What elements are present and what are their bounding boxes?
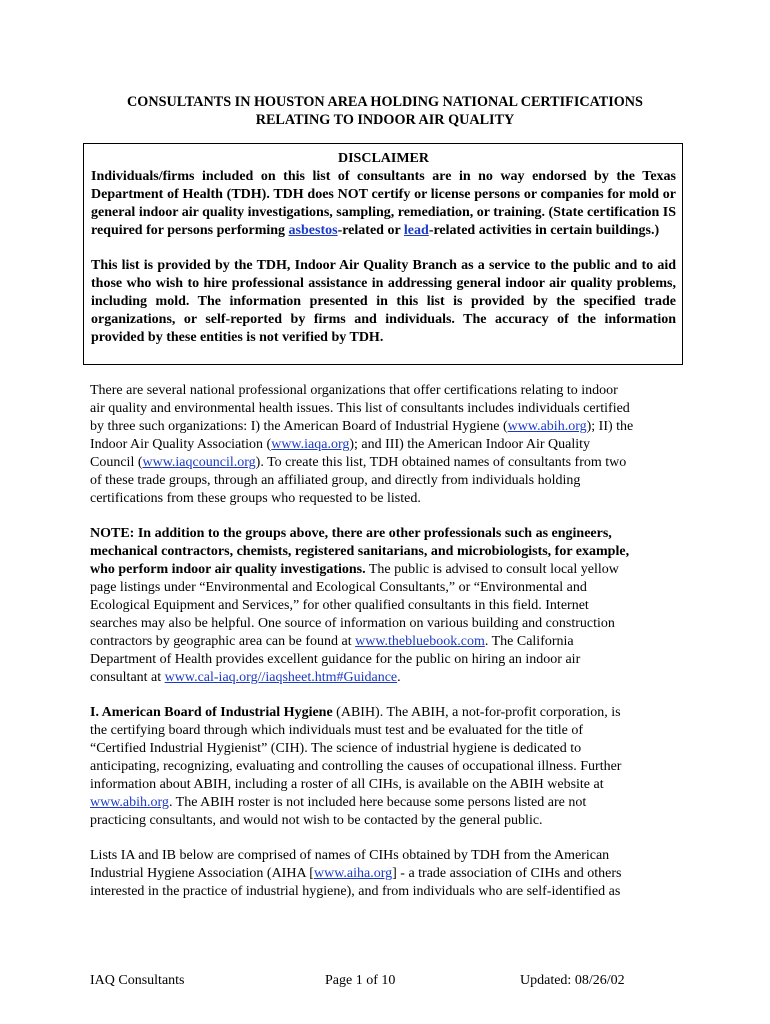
note-bold-text: who perform indoor air quality investigations. bbox=[90, 562, 366, 577]
page-footer bbox=[90, 972, 634, 990]
disclaimer-box bbox=[83, 143, 683, 365]
abih-text: . The ABIH roster is not included here because some persons listed are not bbox=[168, 795, 587, 810]
intro-line-3 bbox=[90, 418, 682, 436]
abih-line-3: “Certified Industrial Hygienist” (CIH). The science of industrial hygiene is dedicated to bbox=[90, 741, 582, 756]
note-text: consultant at bbox=[90, 670, 165, 685]
asbestos-link[interactable]: asbestos bbox=[288, 223, 338, 238]
iaqcouncil-link[interactable]: www.iaqcouncil.org bbox=[142, 455, 256, 470]
abih-line-1 bbox=[90, 704, 682, 722]
note-line-4: page listings under “Environmental and Ecological Consultants,” or “Environmental and bbox=[90, 580, 587, 595]
note-line-3 bbox=[90, 561, 682, 579]
note-line-6: searches may also be helpful. One source of information on various building and construction bbox=[90, 616, 615, 631]
intro-line-5 bbox=[90, 454, 682, 472]
lists-paragraph bbox=[90, 847, 682, 901]
abih-section bbox=[90, 704, 682, 830]
intro-line-6: of these trade groups, through an affiliated group, and directly from individuals holding bbox=[90, 473, 581, 488]
title-line-2: RELATING TO INDOOR AIR QUALITY bbox=[255, 112, 515, 128]
disclaimer-text-c: -related activities in certain buildings.) bbox=[428, 223, 660, 238]
iaqa-link[interactable]: www.iaqa.org bbox=[271, 437, 350, 452]
intro-text: ); II) the bbox=[586, 419, 634, 434]
abih-website-link[interactable]: www.abih.org bbox=[90, 795, 169, 810]
page-title bbox=[90, 93, 680, 129]
abih-line-7: practicing consultants, and would not wish to be contacted by the general public. bbox=[90, 813, 543, 828]
title-line-1: CONSULTANTS IN HOUSTON AREA HOLDING NATIONAL CERTIFICATIONS bbox=[127, 94, 643, 110]
lists-line-3: interested in the practice of industrial hygiene), and from individuals who are self-identified as bbox=[90, 884, 621, 899]
abih-line-6 bbox=[90, 794, 682, 812]
cal-iaq-link[interactable]: www.cal-iaq.org//iaqsheet.htm#Guidance bbox=[164, 670, 398, 685]
note-text: . The California bbox=[484, 634, 574, 649]
intro-text: ); and III) the American Indoor Air Quality bbox=[349, 437, 591, 452]
note-line-8: Department of Health provides excellent guidance for the public on hiring an indoor air bbox=[90, 652, 581, 667]
intro-line-7: certifications from these groups who requested to be listed. bbox=[90, 491, 421, 506]
lists-line-1: Lists IA and IB below are comprised of names of CIHs obtained by TDH from the American bbox=[90, 848, 610, 863]
disclaimer-text-b: -related or bbox=[337, 223, 404, 238]
note-paragraph bbox=[90, 525, 682, 687]
intro-text: Council ( bbox=[90, 455, 143, 470]
note-text: The public is advised to consult local yellow bbox=[365, 562, 619, 577]
disclaimer-paragraph-2: This list is provided by the TDH, Indoor Air Quality Branch as a service to the public and to aid those who wish to hire professional assistance in addressing general indoor air quality problems, including mold. The information presented in this list is provided by the specified trade organizations, or self-reported by firms and individuals. The accuracy of the information provided by these entities is not verified by TDH. bbox=[91, 258, 676, 345]
disclaimer-heading: DISCLAIMER bbox=[337, 151, 429, 166]
note-line-2: mechanical contractors, chemists, registered sanitarians, and microbiologists, for example, bbox=[90, 544, 630, 559]
lists-text: Industrial Hygiene Association (AIHA [ bbox=[90, 866, 314, 881]
note-line-1: NOTE: In addition to the groups above, there are other professionals such as engineers, bbox=[90, 526, 612, 541]
abih-link[interactable]: www.abih.org bbox=[507, 419, 587, 434]
lists-text: ] - a trade association of CIHs and others bbox=[392, 866, 622, 881]
note-text: . bbox=[397, 670, 401, 685]
note-line-9 bbox=[90, 669, 682, 687]
intro-text: Indoor Air Quality Association ( bbox=[90, 437, 272, 452]
aiha-link[interactable]: www.aiha.org bbox=[313, 866, 393, 881]
abih-line-2: the certifying board through which individuals must test and be evaluated for the title of bbox=[90, 723, 583, 738]
note-line-7 bbox=[90, 633, 682, 651]
lead-link[interactable]: lead bbox=[403, 223, 429, 238]
note-text: contractors by geographic area can be found at bbox=[90, 634, 356, 649]
note-line-5: Ecological Equipment and Services,” for other qualified consultants in this field. Internet bbox=[90, 598, 589, 613]
intro-text: ). To create this list, TDH obtained names of consultants from two bbox=[255, 455, 627, 470]
intro-line-4 bbox=[90, 436, 682, 454]
abih-heading: I. American Board of Industrial Hygiene bbox=[90, 705, 333, 720]
footer-doc-name: IAQ Consultants bbox=[90, 973, 185, 988]
disclaimer-text-a: Individuals/firms included on this list of consultants are in no way endorsed by the Texas Department of Health (TDH). TDH does NOT certify or license persons or companies for mold or general indoor air quality investigations, sampling, remediation, or training. (State certification IS required for persons performing bbox=[91, 169, 677, 238]
intro-paragraph bbox=[90, 382, 682, 508]
abih-text: (ABIH). The ABIH, a not-for-profit corporation, is bbox=[332, 705, 621, 720]
abih-line-4: anticipating, recognizing, evaluating and controlling the causes of occupational illness. Further bbox=[90, 759, 622, 774]
footer-page-number: Page 1 of 10 bbox=[325, 973, 396, 988]
footer-updated-date: Updated: 08/26/02 bbox=[520, 973, 625, 988]
disclaimer-paragraph-1 bbox=[91, 168, 676, 240]
lists-line-2 bbox=[90, 865, 682, 883]
intro-text: by three such organizations: I) the American Board of Industrial Hygiene ( bbox=[90, 419, 508, 434]
bluebook-link[interactable]: www.thebluebook.com bbox=[355, 634, 485, 649]
abih-line-5: information about ABIH, including a roster of all CIHs, is available on the ABIH website at bbox=[90, 777, 604, 792]
intro-line-2: air quality and environmental health issues. This list of consultants includes individuals certified bbox=[90, 401, 630, 416]
intro-line-1: There are several national professional organizations that offer certifications relating to indoor bbox=[90, 383, 618, 398]
